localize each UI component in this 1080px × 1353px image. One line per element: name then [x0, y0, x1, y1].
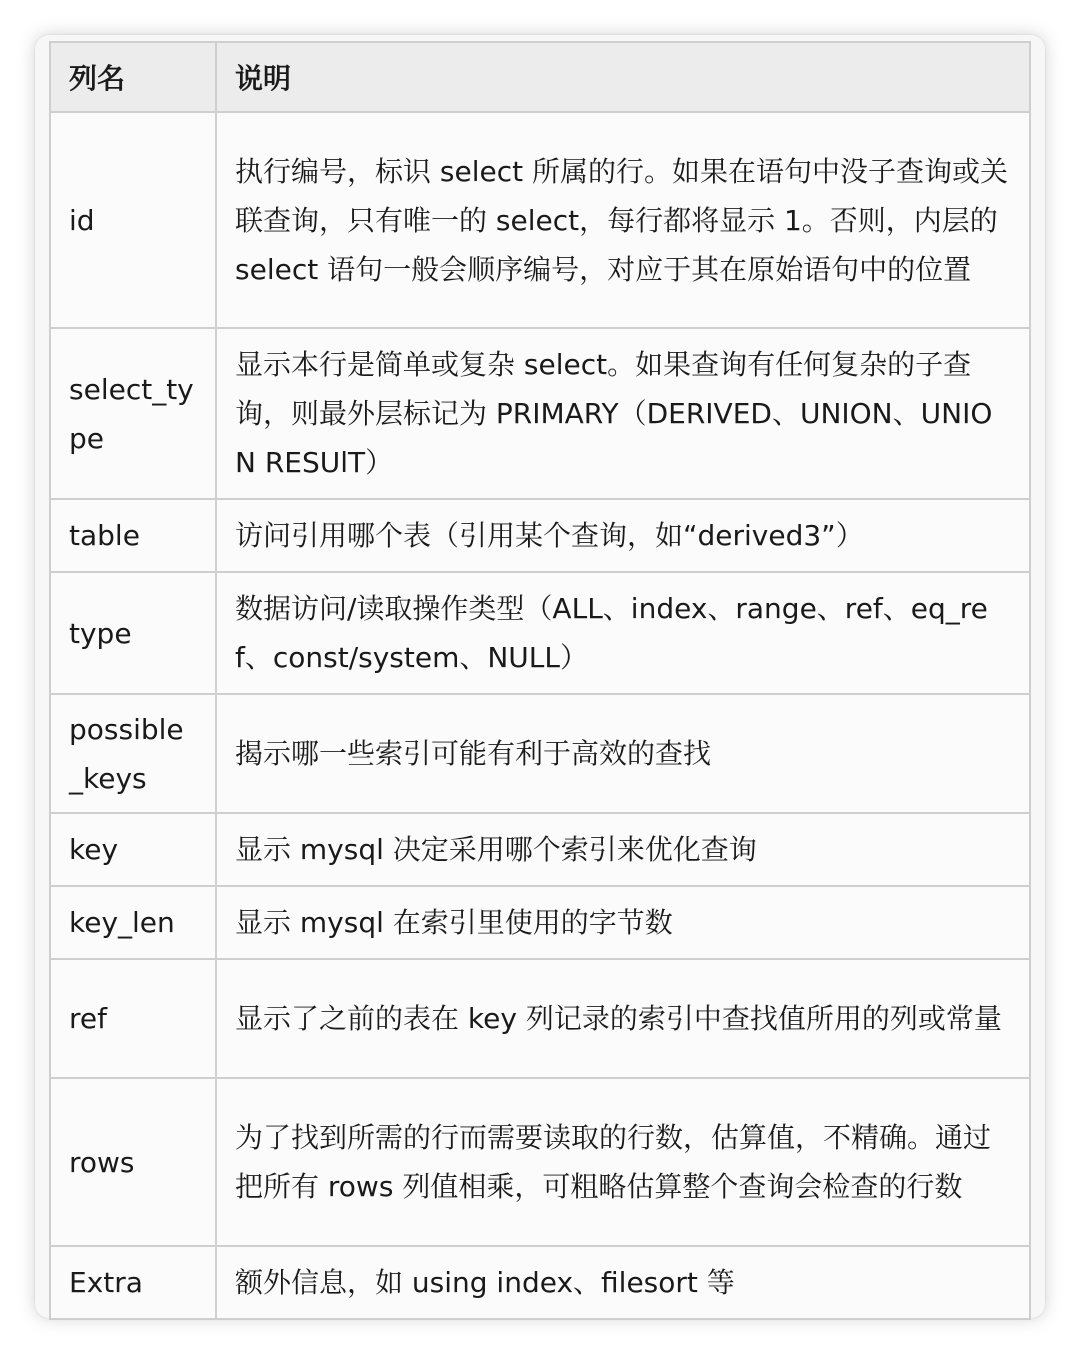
table-row [50, 328, 1030, 499]
row-description: 访问引用哪个表（引用某个查询，如“derived3”） [216, 499, 1030, 572]
table-header [50, 42, 1030, 112]
row-description: 显示 mysql 在索引里使用的字节数 [216, 886, 1030, 959]
row-description: 数据访问/读取操作类型（ALL、index、range、ref、eq_ref、const/system、NULL） [216, 572, 1030, 694]
row-column-name: ref [50, 959, 216, 1078]
table-row [50, 499, 1030, 572]
row-description: 执行编号，标识 select 所属的行。如果在语句中没子查询或关联查询，只有唯一的 select，每行都将显示 1。否则，内层的 select 语句一般会顺序编号，对应于其在原始语句中的位置 [216, 112, 1030, 328]
row-description: 揭示哪一些索引可能有利于高效的查找 [216, 694, 1030, 813]
table-row [50, 1078, 1030, 1246]
row-column-name: possible_keys [50, 694, 216, 813]
column-header-name: 列名 [50, 42, 216, 112]
row-description: 显示 mysql 决定采用哪个索引来优化查询 [216, 813, 1030, 886]
row-description: 显示本行是简单或复杂 select。如果查询有任何复杂的子查询，则最外层标记为 PRIMARY（DERIVED、UNION、UNION RESUlT） [216, 328, 1030, 499]
table-row [50, 813, 1030, 886]
column-header-description: 说明 [216, 42, 1030, 112]
table-row [50, 886, 1030, 959]
row-column-name: Extra [50, 1246, 216, 1319]
explain-columns-table [49, 41, 1031, 1320]
table-body [50, 112, 1030, 1319]
table-row [50, 694, 1030, 813]
row-column-name: rows [50, 1078, 216, 1246]
table-row [50, 572, 1030, 694]
row-description: 额外信息，如 using index、filesort 等 [216, 1246, 1030, 1319]
row-description: 为了找到所需的行而需要读取的行数，估算值，不精确。通过把所有 rows 列值相乘，可粗略估算整个查询会检查的行数 [216, 1078, 1030, 1246]
row-description: 显示了之前的表在 key 列记录的索引中查找值所用的列或常量 [216, 959, 1030, 1078]
row-column-name: select_type [50, 328, 216, 499]
row-column-name: type [50, 572, 216, 694]
header-row [50, 42, 1030, 112]
row-column-name: id [50, 112, 216, 328]
table-row [50, 1246, 1030, 1319]
row-column-name: key_len [50, 886, 216, 959]
table-row [50, 959, 1030, 1078]
row-column-name: key [50, 813, 216, 886]
table-row [50, 112, 1030, 328]
row-column-name: table [50, 499, 216, 572]
